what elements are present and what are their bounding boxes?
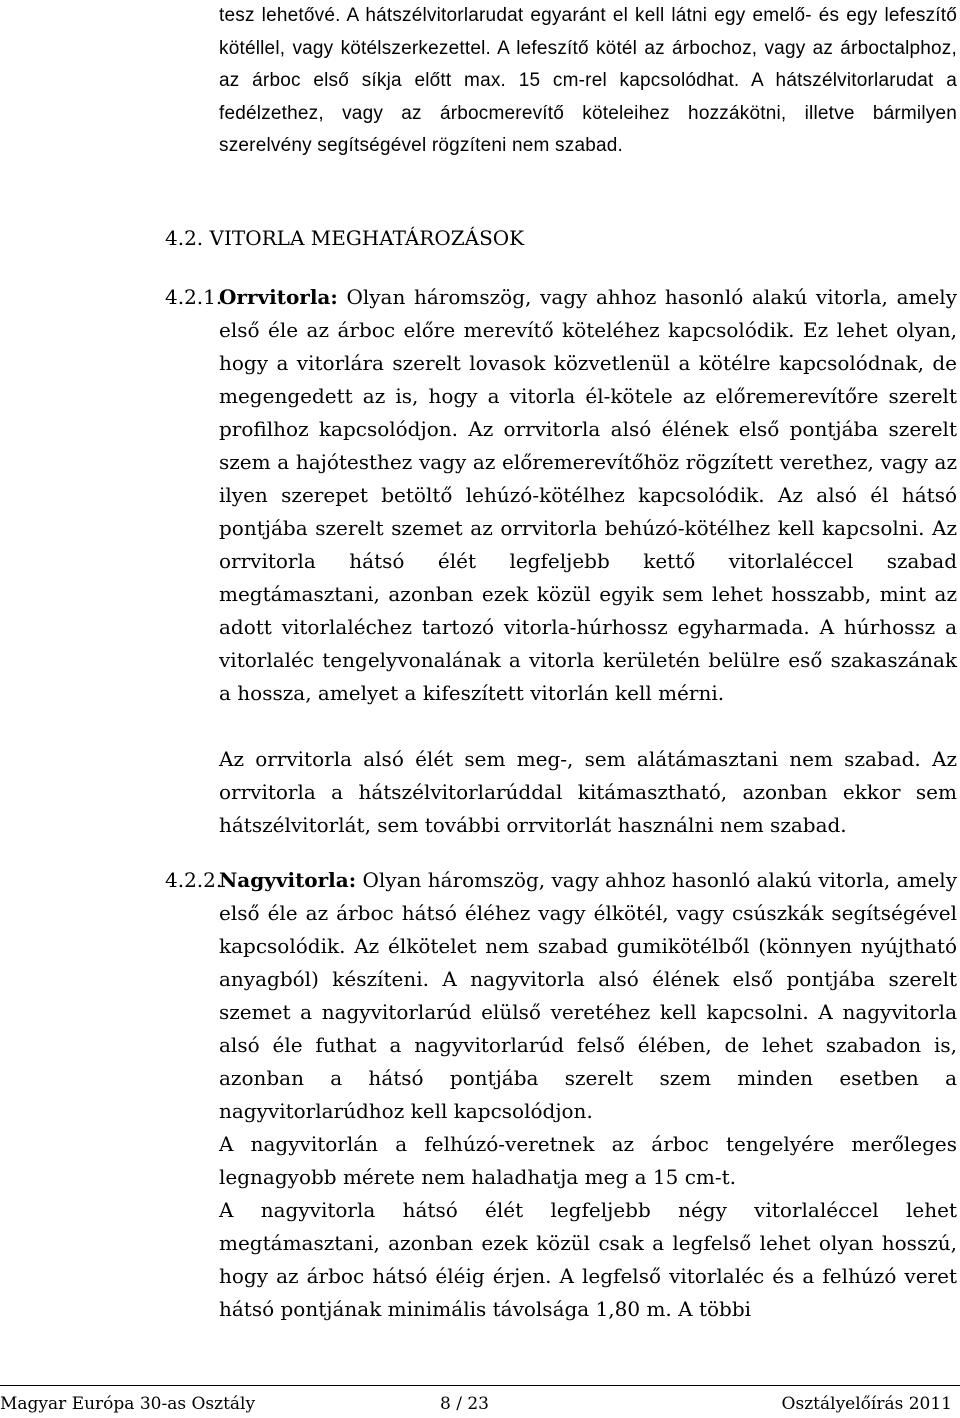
- orrvitorla-paragraph-2: Az orrvitorla alsó élét sem meg-, sem alátámasztani nem szabad. Az orrvitorla a hátszélvitorlarúddal kitámasztható, azonban ekkor sem hátszélvitorlát, sem további orrvitorlát használni nem szabad.: [219, 747, 957, 837]
- footer-right: Osztályelőírás 2011: [781, 1394, 952, 1414]
- nagyvitorla-text-1: Olyan háromszög, vagy ahhoz hasonló alakú vitorla, amely első éle az árboc hátsó éléhez vagy élkötél, vagy csúszkák segítségével kapcsolódik. Az élkötelet nem szabad gumikötélből (könnyen nyújtható anyagból) készíteni. A nagyvitorla alsó élének első pontjába szerelt szemet a nagyvitorlarúd elülső veretéhez kell kapcsolni. A nagyvitorla alsó éle futhat a nagyvitorlarúd felső élében, de lehet szabadon is, azonban a hátsó pontjába szerelt szem minden esetben a nagyvitorlarúdhoz kell kapcsolódjon.: [219, 868, 958, 1123]
- section-heading-title: VITORLA MEGHATÁROZÁSOK: [209, 226, 525, 250]
- subsection-number-1: 4.2.1.: [165, 285, 223, 309]
- footer-page-number: 8 / 23: [440, 1394, 489, 1414]
- subsection-number-2: 4.2.2.: [165, 868, 223, 892]
- nagyvitorla-paragraph-3: A nagyvitorla hátsó élét legfeljebb négy vitorlaléccel lehet megtámasztani, azonban ezek közül csak a legfelső lehet olyan hosszú, hogy az árboc hátsó éléig érjen. A legfelső vitorlaléc és a felhúzó veret hátsó pontjának minimális távolsága 1,80 m. A többi: [219, 1198, 957, 1321]
- nagyvitorla-paragraph-1: [219, 864, 957, 1128]
- intro-paragraph: tesz lehetővé. A hátszélvitorlarudat egyaránt el kell látni egy emelő- és egy lefeszítő kötéllel, vagy kötélszerkezettel. A lefeszítő kötél az árbochoz, vagy az árboctalphoz, az árboc első síkja előtt max. 15 cm-rel kapcsolódhat. A hátszélvitorlarudat a fedélzethez, vagy az árbocmerevítő köteleihez hozzákötni, illetve bármilyen szerelvény segítségével rögzíteni nem szabad.: [219, 5, 957, 156]
- orrvitorla-text-1: Olyan háromszög, vagy ahhoz hasonló alakú vitorla, amely első éle az árboc előre merevítő köteléhez kapcsolódik. Ez lehet olyan, hogy a vitorlára szerelt lovasok közvetlenül a kötélre kapcsolódnak, de megengedett az is, hogy a vitorla él-kötele az előremerevítőre szerelt profilhoz kapcsolódjon. Az orrvitorla alsó élének első pontjába szerelt szem a hajótesthez vagy az előremerevítőhöz rögzített verethez, vagy az ilyen szerepet betöltő lehúzó-kötélhez kapcsolódik. Az alsó él hátsó pontjába szerelt szemet az orrvitorla behúzó-kötélhez kell kapcsolni. Az orrvitorla hátsó élét legfeljebb kettő vitorlaléccel szabad megtámasztani, azonban ezek közül egyik sem lehet hosszabb, mint az adott vitorlaléchez tartozó vitorla-húrhossz egyharmada. A húrhossz a vitorlaléc tengelyvonalának a vitorla kerületén belülre eső szakaszának a hossza, amelyet a kifeszített vitorlán kell mérni.: [219, 285, 957, 705]
- nagyvitorla-paragraph-2: A nagyvitorlán a felhúzó-veretnek az árboc tengelyére merőleges legnagyobb mérete nem haladhatja meg a 15 cm-t.: [219, 1132, 957, 1189]
- footer-left: Magyar Európa 30-as Osztály: [0, 1394, 256, 1414]
- orrvitorla-term: Orrvitorla:: [219, 285, 338, 309]
- section-heading-number: 4.2.: [165, 226, 204, 250]
- section-heading: [165, 222, 524, 255]
- orrvitorla-paragraph-1: [219, 281, 957, 710]
- page-footer: [0, 1385, 960, 1418]
- nagyvitorla-term: Nagyvitorla:: [219, 868, 357, 892]
